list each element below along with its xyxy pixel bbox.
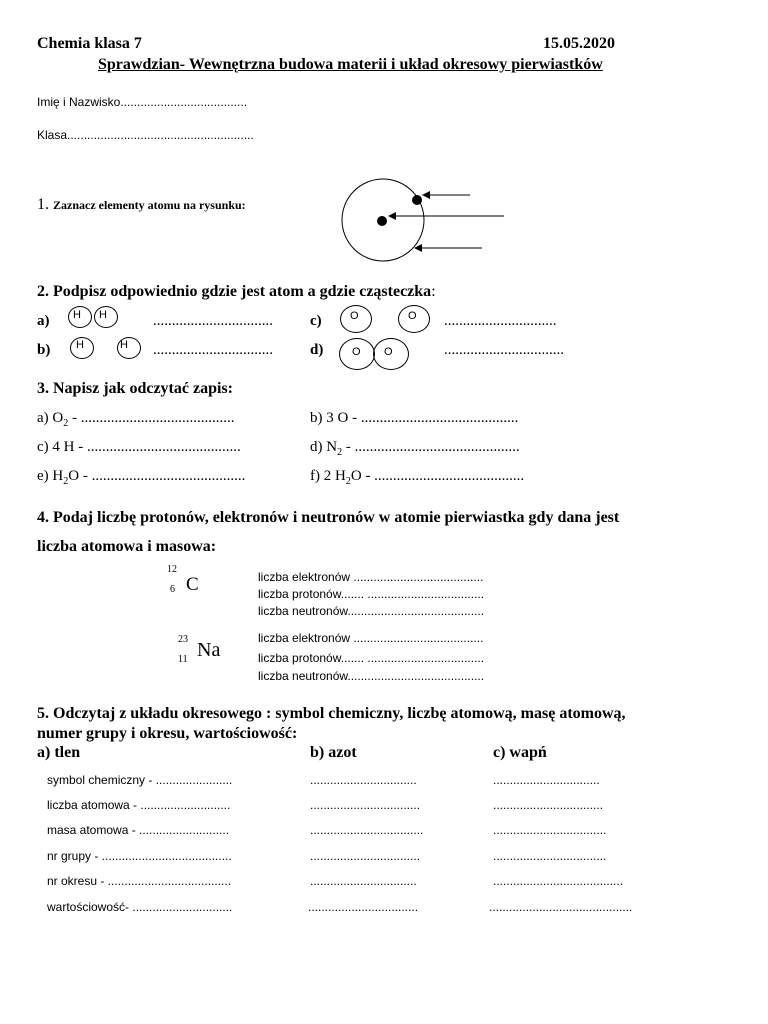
q3-a — [37, 410, 235, 429]
q3-b: b) 3 O - .......................................... — [310, 410, 519, 426]
q3-d-sub: 2 — [337, 447, 343, 458]
atom-h-b1-label: H — [76, 339, 84, 351]
name-field: Imię i Nazwisko...................................... — [37, 95, 248, 109]
q2-title-colon: : — [431, 283, 436, 300]
atom-o-d1-label: O — [352, 346, 361, 358]
sodium-neutrons: liczba neutronów......................................... — [258, 669, 485, 683]
q2-label-a: a) — [37, 313, 50, 329]
q3-a-post: - ......................................... — [68, 410, 235, 426]
q5-column-oxygen: a) tlen — [37, 744, 81, 761]
sodium-electrons: liczba elektronów ....................................... — [258, 631, 484, 645]
q2-blank-c: .............................. — [444, 313, 557, 329]
q3-title: 3. Napisz jak odczytać zapis: — [37, 380, 233, 397]
atom-h-b2-label: H — [120, 339, 128, 351]
q1-number: 1. — [37, 196, 49, 213]
sodium-mass-number: 23 — [178, 634, 188, 645]
q3-e-sub: 2 — [63, 476, 69, 487]
subject-heading: Chemia klasa 7 — [37, 35, 142, 52]
q2-title-text: 2. Podpisz odpowiednio gdzie jest atom a gdzie cząsteczka — [37, 283, 432, 300]
q1-text: Zaznacz elementy atomu na rysunku: — [53, 198, 246, 212]
q5-title-line2: numer grupy i okresu, wartościowość: — [37, 725, 298, 742]
q5-column-nitrogen: b) azot — [310, 744, 357, 761]
carbon-mass-number: 12 — [167, 564, 177, 575]
atom-electron — [412, 195, 422, 205]
q5-row-group-label: nr grupy - ....................................... — [47, 849, 232, 863]
q5-row-group-nitrogen: ................................. — [310, 849, 421, 863]
q3-e-pre: e) H — [37, 468, 64, 484]
q3-f-post: O - ........................................ — [350, 468, 525, 484]
carbon-electrons: liczba elektronów ....................................... — [258, 570, 484, 584]
q2-blank-d: ................................ — [444, 342, 564, 358]
q5-column-calcium: c) wapń — [493, 744, 547, 761]
q2-label-d: d) — [310, 342, 324, 358]
q5-row-group-calcium: .................................. — [493, 849, 607, 863]
carbon-neutrons: liczba neutronów......................................... — [258, 604, 485, 618]
sodium-symbol: Na — [197, 639, 221, 661]
atom-o-c1-label: O — [350, 310, 359, 322]
q4-title-line2: liczba atomowa i masowa: — [37, 538, 217, 555]
sodium-atomic-number: 11 — [178, 654, 188, 665]
q5-row-atomic-mass-label: masa atomowa - ........................... — [47, 823, 230, 837]
atom-o-c2-label: O — [408, 310, 417, 322]
carbon-protons: liczba protonów....... ................................... — [258, 587, 485, 601]
q5-row-valence-label: wartościowość- .............................. — [47, 900, 233, 914]
q5-row-symbol-calcium: ................................ — [493, 773, 600, 787]
q3-e-post: O - ......................................... — [68, 468, 246, 484]
q5-row-atomic-number-calcium: ................................. — [493, 798, 604, 812]
q3-f — [310, 468, 524, 487]
atom-nucleus — [377, 216, 387, 226]
q5-row-atomic-mass-nitrogen: .................................. — [310, 823, 424, 837]
q2-label-c: c) — [310, 313, 322, 329]
q3-e — [37, 468, 245, 487]
q2-label-b: b) — [37, 342, 51, 358]
q5-row-atomic-mass-calcium: .................................. — [493, 823, 607, 837]
class-field: Klasa........................................................ — [37, 128, 254, 142]
arrow-1-head — [422, 191, 430, 199]
atom-o-d2-label: O — [384, 346, 393, 358]
q5-row-period-nitrogen: ................................ — [310, 874, 417, 888]
q3-f-sub: 2 — [345, 476, 351, 487]
q5-row-period-label: nr okresu - ..................................... — [47, 874, 232, 888]
q3-d — [310, 439, 520, 458]
carbon-symbol: C — [186, 574, 199, 595]
q5-row-period-calcium: ....................................... — [493, 874, 624, 888]
sodium-protons: liczba protonów....... ................................... — [258, 651, 485, 665]
atom-h-a1-label: H — [73, 309, 81, 321]
q3-d-pre: d) N — [310, 439, 338, 455]
q5-row-valence-calcium: ........................................... — [489, 900, 633, 914]
q5-row-symbol-label: symbol chemiczny - ....................... — [47, 773, 233, 787]
q2-blank-b: ................................ — [153, 342, 273, 358]
test-title: Sprawdzian- Wewnętrzna budowa materii i układ okresowy pierwiastków — [98, 56, 603, 73]
atom-h-a2-label: H — [99, 309, 107, 321]
q2-blank-a: ................................ — [153, 313, 273, 329]
q5-row-atomic-number-label: liczba atomowa - ........................... — [47, 798, 231, 812]
date: 15.05.2020 — [543, 35, 615, 52]
q5-title-line1: 5. Odczytaj z układu okresowego : symbol chemiczny, liczbę atomową, masę atomową, — [37, 705, 626, 722]
q3-a-pre: a) O — [37, 410, 64, 426]
q2-title — [37, 283, 436, 301]
q5-row-symbol-nitrogen: ................................ — [310, 773, 417, 787]
q3-a-sub: 2 — [63, 418, 69, 429]
q3-d-post: - ............................................ — [342, 439, 520, 455]
carbon-atomic-number: 6 — [170, 584, 175, 595]
q5-row-valence-nitrogen: ................................. — [308, 900, 419, 914]
q4-title-line1: 4. Podaj liczbę protonów, elektronów i neutronów w atomie pierwiastka gdy dana jest — [37, 509, 620, 526]
q3-f-pre: f) 2 H — [310, 468, 346, 484]
q5-row-atomic-number-nitrogen: ................................. — [310, 798, 421, 812]
arrow-2-head — [388, 212, 396, 220]
q3-c: c) 4 H - ......................................... — [37, 439, 241, 455]
